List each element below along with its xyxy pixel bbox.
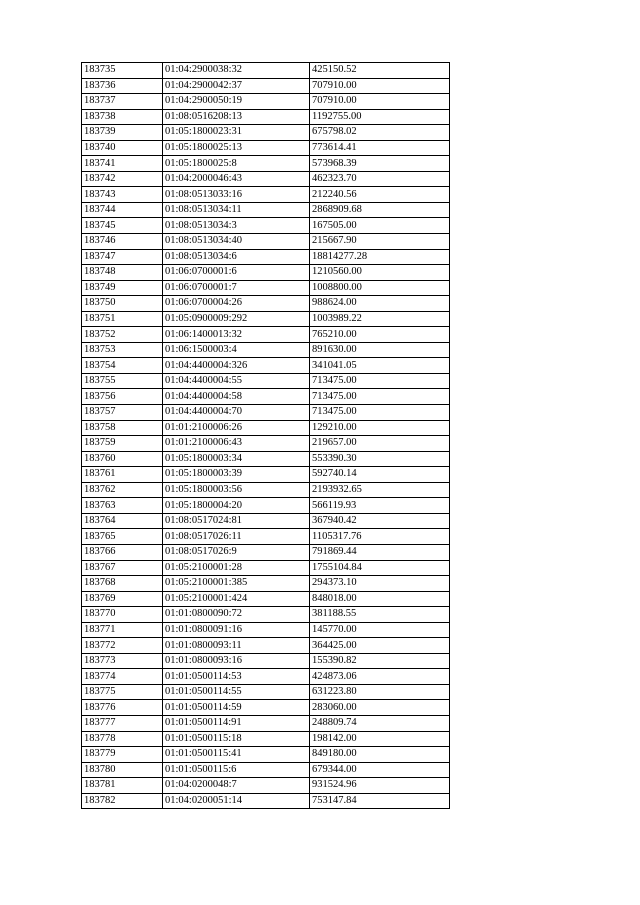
record-number-cell: 183770 (82, 607, 163, 623)
cadastral-number-cell: 01:05:1800004:20 (163, 498, 310, 514)
table-row (82, 513, 450, 529)
cadastral-number-cell: 01:01:0500115:6 (163, 762, 310, 778)
cadastral-number-cell: 01:01:0800091:16 (163, 622, 310, 638)
record-number-cell: 183740 (82, 140, 163, 156)
table-row (82, 638, 450, 654)
table-row (82, 793, 450, 809)
table-row (82, 669, 450, 685)
table-row (82, 731, 450, 747)
record-number-cell: 183743 (82, 187, 163, 203)
record-number-cell: 183766 (82, 544, 163, 560)
record-number-cell: 183768 (82, 576, 163, 592)
record-number-cell: 183772 (82, 638, 163, 654)
table-row (82, 296, 450, 312)
table-row (82, 762, 450, 778)
cadastral-number-cell: 01:01:0500114:91 (163, 715, 310, 731)
record-number-cell: 183777 (82, 715, 163, 731)
cadastral-number-cell: 01:05:1800003:34 (163, 451, 310, 467)
cadastral-number-cell: 01:01:0800093:11 (163, 638, 310, 654)
record-number-cell: 183748 (82, 265, 163, 281)
record-number-cell: 183736 (82, 78, 163, 94)
table-row (82, 202, 450, 218)
cadastral-number-cell: 01:08:0513033:16 (163, 187, 310, 203)
record-number-cell: 183774 (82, 669, 163, 685)
cadastral-number-cell: 01:04:0200051:14 (163, 793, 310, 809)
table-row (82, 187, 450, 203)
value-cell: 248809.74 (310, 715, 450, 731)
record-number-cell: 183747 (82, 249, 163, 265)
cadastral-number-cell: 01:05:1800025:13 (163, 140, 310, 156)
table-row (82, 778, 450, 794)
value-cell: 707910.00 (310, 94, 450, 110)
value-cell: 773614.41 (310, 140, 450, 156)
value-cell: 631223.80 (310, 684, 450, 700)
value-cell: 155390.82 (310, 653, 450, 669)
record-number-cell: 183767 (82, 560, 163, 576)
record-number-cell: 183771 (82, 622, 163, 638)
table-row (82, 311, 450, 327)
table-row (82, 389, 450, 405)
record-number-cell: 183758 (82, 420, 163, 436)
cadastral-number-cell: 01:04:4400004:58 (163, 389, 310, 405)
value-cell: 592740.14 (310, 467, 450, 483)
value-cell: 1003989.22 (310, 311, 450, 327)
value-cell: 1192755.00 (310, 109, 450, 125)
record-number-cell: 183752 (82, 327, 163, 343)
record-number-cell: 183775 (82, 684, 163, 700)
record-number-cell: 183754 (82, 358, 163, 374)
cadastral-number-cell: 01:08:0517024:81 (163, 513, 310, 529)
value-cell: 364425.00 (310, 638, 450, 654)
cadastral-number-cell: 01:05:1800025:8 (163, 156, 310, 172)
cadastral-number-cell: 01:05:2100001:28 (163, 560, 310, 576)
cadastral-number-cell: 01:08:0513034:6 (163, 249, 310, 265)
value-cell: 713475.00 (310, 373, 450, 389)
value-cell: 167505.00 (310, 218, 450, 234)
record-number-cell: 183745 (82, 218, 163, 234)
value-cell: 341041.05 (310, 358, 450, 374)
value-cell: 848018.00 (310, 591, 450, 607)
value-cell: 283060.00 (310, 700, 450, 716)
table-row (82, 327, 450, 343)
table-row (82, 280, 450, 296)
table-row (82, 607, 450, 623)
records-table-body (82, 63, 450, 809)
table-row (82, 576, 450, 592)
record-number-cell: 183738 (82, 109, 163, 125)
table-row (82, 622, 450, 638)
table-row (82, 715, 450, 731)
table-row (82, 78, 450, 94)
value-cell: 212240.56 (310, 187, 450, 203)
cadastral-number-cell: 01:05:0900009:292 (163, 311, 310, 327)
value-cell: 367940.42 (310, 513, 450, 529)
value-cell: 679344.00 (310, 762, 450, 778)
table-row (82, 467, 450, 483)
table-row (82, 482, 450, 498)
value-cell: 2193932.65 (310, 482, 450, 498)
cadastral-number-cell: 01:05:2100001:424 (163, 591, 310, 607)
cadastral-number-cell: 01:05:1800023:31 (163, 125, 310, 141)
cadastral-number-cell: 01:08:0513034:3 (163, 218, 310, 234)
table-row (82, 700, 450, 716)
table-row (82, 156, 450, 172)
table-row (82, 498, 450, 514)
value-cell: 791869.44 (310, 544, 450, 560)
table-row (82, 529, 450, 545)
cadastral-number-cell: 01:05:1800003:56 (163, 482, 310, 498)
record-number-cell: 183780 (82, 762, 163, 778)
value-cell: 1008800.00 (310, 280, 450, 296)
value-cell: 1210560.00 (310, 265, 450, 281)
record-number-cell: 183735 (82, 63, 163, 79)
value-cell: 1105317.76 (310, 529, 450, 545)
value-cell: 765210.00 (310, 327, 450, 343)
table-row (82, 653, 450, 669)
record-number-cell: 183769 (82, 591, 163, 607)
cadastral-number-cell: 01:01:2100006:43 (163, 436, 310, 452)
record-number-cell: 183753 (82, 342, 163, 358)
cadastral-number-cell: 01:06:1500003:4 (163, 342, 310, 358)
table-row (82, 420, 450, 436)
record-number-cell: 183737 (82, 94, 163, 110)
cadastral-number-cell: 01:06:0700001:7 (163, 280, 310, 296)
value-cell: 553390.30 (310, 451, 450, 467)
cadastral-number-cell: 01:01:0500114:53 (163, 669, 310, 685)
value-cell: 931524.96 (310, 778, 450, 794)
table-row (82, 63, 450, 79)
value-cell: 129210.00 (310, 420, 450, 436)
table-row (82, 436, 450, 452)
cadastral-number-cell: 01:08:0513034:40 (163, 234, 310, 250)
record-number-cell: 183764 (82, 513, 163, 529)
cadastral-number-cell: 01:05:2100001:385 (163, 576, 310, 592)
value-cell: 713475.00 (310, 389, 450, 405)
value-cell: 215667.90 (310, 234, 450, 250)
value-cell: 424873.06 (310, 669, 450, 685)
table-row (82, 560, 450, 576)
table-row (82, 125, 450, 141)
table-row (82, 358, 450, 374)
cadastral-number-cell: 01:04:4400004:55 (163, 373, 310, 389)
value-cell: 849180.00 (310, 747, 450, 763)
record-number-cell: 183739 (82, 125, 163, 141)
cadastral-number-cell: 01:04:2900050:19 (163, 94, 310, 110)
value-cell: 462323.70 (310, 171, 450, 187)
cadastral-number-cell: 01:05:1800003:39 (163, 467, 310, 483)
cadastral-number-cell: 01:08:0513034:11 (163, 202, 310, 218)
value-cell: 566119.93 (310, 498, 450, 514)
record-number-cell: 183762 (82, 482, 163, 498)
record-number-cell: 183759 (82, 436, 163, 452)
table-row (82, 140, 450, 156)
cadastral-number-cell: 01:04:2900042:37 (163, 78, 310, 94)
record-number-cell: 183751 (82, 311, 163, 327)
value-cell: 294373.10 (310, 576, 450, 592)
cadastral-number-cell: 01:08:0516208:13 (163, 109, 310, 125)
cadastral-number-cell: 01:06:0700004:26 (163, 296, 310, 312)
cadastral-number-cell: 01:06:0700001:6 (163, 265, 310, 281)
value-cell: 1755104.84 (310, 560, 450, 576)
record-number-cell: 183760 (82, 451, 163, 467)
cadastral-number-cell: 01:04:0200048:7 (163, 778, 310, 794)
record-number-cell: 183755 (82, 373, 163, 389)
table-row (82, 544, 450, 560)
record-number-cell: 183776 (82, 700, 163, 716)
value-cell: 425150.52 (310, 63, 450, 79)
table-row (82, 684, 450, 700)
record-number-cell: 183746 (82, 234, 163, 250)
table-row (82, 249, 450, 265)
table-row (82, 265, 450, 281)
record-number-cell: 183749 (82, 280, 163, 296)
cadastral-number-cell: 01:08:0517026:11 (163, 529, 310, 545)
value-cell: 713475.00 (310, 405, 450, 421)
record-number-cell: 183779 (82, 747, 163, 763)
records-table (81, 62, 450, 809)
record-number-cell: 183742 (82, 171, 163, 187)
value-cell: 219657.00 (310, 436, 450, 452)
record-number-cell: 183782 (82, 793, 163, 809)
record-number-cell: 183781 (82, 778, 163, 794)
value-cell: 381188.55 (310, 607, 450, 623)
value-cell: 707910.00 (310, 78, 450, 94)
table-row (82, 591, 450, 607)
cadastral-number-cell: 01:04:2900038:32 (163, 63, 310, 79)
record-number-cell: 183750 (82, 296, 163, 312)
record-number-cell: 183741 (82, 156, 163, 172)
cadastral-number-cell: 01:04:4400004:326 (163, 358, 310, 374)
cadastral-number-cell: 01:06:1400013:32 (163, 327, 310, 343)
value-cell: 753147.84 (310, 793, 450, 809)
record-number-cell: 183773 (82, 653, 163, 669)
cadastral-number-cell: 01:01:0500114:59 (163, 700, 310, 716)
cadastral-number-cell: 01:01:0500114:55 (163, 684, 310, 700)
cadastral-number-cell: 01:08:0517026:9 (163, 544, 310, 560)
table-row (82, 405, 450, 421)
record-number-cell: 183756 (82, 389, 163, 405)
value-cell: 891630.00 (310, 342, 450, 358)
record-number-cell: 183744 (82, 202, 163, 218)
table-row (82, 109, 450, 125)
value-cell: 198142.00 (310, 731, 450, 747)
table-row (82, 342, 450, 358)
table-row (82, 747, 450, 763)
record-number-cell: 183765 (82, 529, 163, 545)
value-cell: 18814277.28 (310, 249, 450, 265)
cadastral-number-cell: 01:01:0500115:41 (163, 747, 310, 763)
cadastral-number-cell: 01:04:4400004:70 (163, 405, 310, 421)
cadastral-number-cell: 01:01:2100006:26 (163, 420, 310, 436)
table-row (82, 234, 450, 250)
value-cell: 573968.39 (310, 156, 450, 172)
value-cell: 675798.02 (310, 125, 450, 141)
record-number-cell: 183757 (82, 405, 163, 421)
table-row (82, 171, 450, 187)
cadastral-number-cell: 01:01:0800090:72 (163, 607, 310, 623)
value-cell: 145770.00 (310, 622, 450, 638)
table-row (82, 373, 450, 389)
cadastral-number-cell: 01:01:0800093:16 (163, 653, 310, 669)
cadastral-number-cell: 01:01:0500115:18 (163, 731, 310, 747)
record-number-cell: 183763 (82, 498, 163, 514)
table-row (82, 451, 450, 467)
table-row (82, 218, 450, 234)
cadastral-number-cell: 01:04:2000046:43 (163, 171, 310, 187)
value-cell: 2868909.68 (310, 202, 450, 218)
record-number-cell: 183761 (82, 467, 163, 483)
record-number-cell: 183778 (82, 731, 163, 747)
table-row (82, 94, 450, 110)
value-cell: 988624.00 (310, 296, 450, 312)
